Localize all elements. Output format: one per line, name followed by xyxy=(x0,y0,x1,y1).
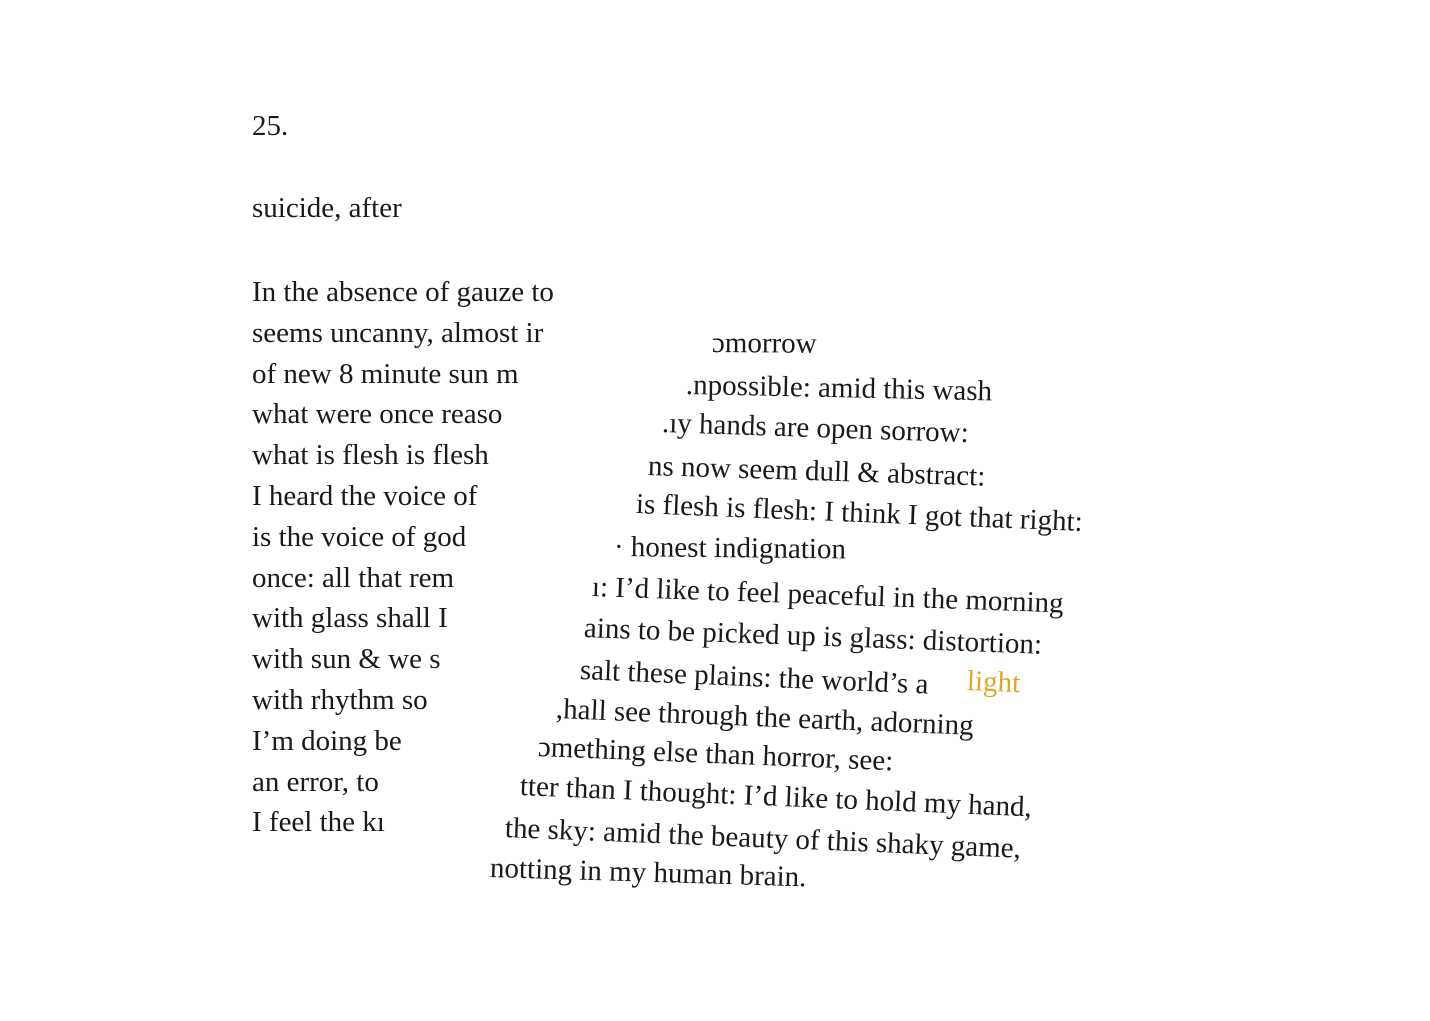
poem-line-left: I heard the voice of xyxy=(252,479,478,512)
poem-line-left: what is flesh is flesh xyxy=(252,439,489,472)
poem-line-left: of new 8 minute sun m xyxy=(252,357,519,390)
poem-line-right: ,hall see through the earth, adorning xyxy=(555,693,975,742)
poem-line-right: ɔmorrow xyxy=(711,327,817,360)
poem-line-right: ɔmething else than horror, see: xyxy=(537,731,894,778)
poem-line-left: I’m doing be xyxy=(252,724,402,757)
poem-line-right: is flesh is flesh: I think I got that right: xyxy=(635,488,1084,538)
poem-line-right: tter than I thought: I’d like to hold my hand, xyxy=(519,770,1033,824)
poem-line-left: with glass shall I xyxy=(252,602,448,635)
poem-line-left: In the absence of gauze to xyxy=(252,276,554,308)
poem-line-left: an error, to xyxy=(252,765,379,798)
highlighted-word: light xyxy=(966,665,1021,700)
poem-line-right: ains to be picked up is glass: distortion: xyxy=(583,612,1043,661)
poem-line-right: · honest indignation xyxy=(613,531,847,566)
poem-line-left: what were once reaso xyxy=(252,398,503,431)
poem-line-left: is the voice of god xyxy=(252,520,467,553)
poem-line-right: notting in my human brain. xyxy=(489,852,807,894)
poem-line-right: salt these plains: the world’s a xyxy=(579,654,930,701)
poem-line-left: with rhythm so xyxy=(252,683,428,716)
poem-line-right: ı: I’d like to feel peaceful in the morning xyxy=(591,571,1065,620)
poem-line-right: the sky: amid the beauty of this shaky game, xyxy=(504,812,1022,865)
poem-line-left: once: all that rem xyxy=(252,561,455,594)
poem-line-left: with sun & we s xyxy=(252,643,441,676)
poem-number: 25. xyxy=(252,110,289,142)
poem-line-right: ns now seem dull & abstract: xyxy=(647,450,986,493)
poem-line-left: I feel the kı xyxy=(252,806,385,839)
poem-line-right: .npossible: amid this wash xyxy=(685,369,993,408)
poem-title: suicide, after xyxy=(252,192,402,224)
poem-line-right: .ıy hands are open sorrow: xyxy=(661,407,970,450)
poem-line-left: seems uncanny, almost ir xyxy=(252,316,544,349)
